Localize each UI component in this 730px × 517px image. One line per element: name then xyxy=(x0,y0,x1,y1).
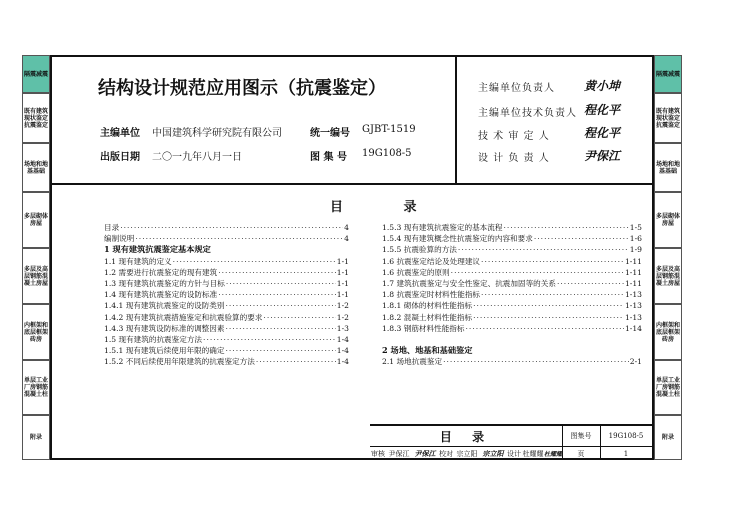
code-value: GJBT-1519 xyxy=(362,124,416,135)
review-label: 审核 xyxy=(371,449,385,458)
toc-entry-page: 1-1 xyxy=(336,290,349,300)
responsible-role-2: 主编单位技术负责人 xyxy=(478,108,577,119)
page-number: 1 xyxy=(623,449,629,458)
responsible-signature-4: 尹保江 xyxy=(584,149,621,163)
toc-leader-dots xyxy=(443,357,629,366)
atlas-value: 19G108-5 xyxy=(362,148,412,159)
left-section-tabs xyxy=(22,55,50,460)
editor-value: 中国建筑科学研究院有限公司 xyxy=(152,128,282,139)
responsible-signature-3: 程化平 xyxy=(584,126,621,140)
toc-left-column xyxy=(104,223,349,368)
toc-leader-dots xyxy=(225,346,335,355)
toc-leader-dots xyxy=(256,357,336,366)
section-tab[interactable]: 附录 xyxy=(654,415,682,460)
toc-entry[interactable] xyxy=(382,234,642,245)
toc-leader-dots xyxy=(458,245,629,254)
toc-entry[interactable] xyxy=(382,301,642,312)
section-tab[interactable]: 单层工业厂房钢筋混凝土柱 xyxy=(22,360,50,415)
section-tab[interactable]: 单层工业厂房钢筋混凝土柱 xyxy=(654,360,682,415)
toc-entry-label: 1.7 建筑抗震鉴定与安全性鉴定、抗震加固等的关系 xyxy=(382,278,556,288)
toc-entry-label: 1.2 需要进行抗震鉴定的现有建筑 xyxy=(104,267,218,277)
section-tab[interactable]: 多层砌体房屋 xyxy=(654,192,682,248)
toc-leader-dots xyxy=(473,301,624,310)
toc-entry-label: 1.8 抗震鉴定时材料性能指标 xyxy=(382,290,481,300)
toc-entry[interactable] xyxy=(104,223,349,234)
toc-entry-label: 1.4 现有建筑抗震鉴定的设防标准 xyxy=(104,290,218,300)
toc-entry-page: 1-3 xyxy=(336,323,349,333)
toc-entry[interactable] xyxy=(382,223,642,234)
section-tab[interactable]: 隔震减震 xyxy=(22,55,50,93)
toc-right-column xyxy=(382,223,642,368)
check-signature: 宗立阳 xyxy=(482,448,504,458)
page-label: 页 xyxy=(577,449,585,458)
header-divider-horizontal xyxy=(50,183,654,185)
toc-leader-dots xyxy=(135,234,343,243)
toc-entry-page: 1-6 xyxy=(629,234,642,244)
toc-entry-page: 1-1 xyxy=(336,278,349,288)
section-tab[interactable]: 既有建筑现状鉴定抗震鉴定 xyxy=(654,93,682,143)
toc-entry[interactable] xyxy=(104,279,349,290)
toc-entry-page: 1-4 xyxy=(336,346,349,356)
toc-title: 目 录 xyxy=(330,200,445,215)
toc-entry-page: 1-4 xyxy=(336,357,349,367)
section-tab[interactable]: 内框架和底层框架砖房 xyxy=(654,304,682,360)
toc-leader-dots xyxy=(263,313,335,322)
toc-leader-dots xyxy=(481,257,624,266)
toc-entry-page: 1-11 xyxy=(624,278,642,288)
toc-leader-dots xyxy=(481,290,624,299)
check-label: 校对 xyxy=(439,449,453,458)
toc-entry-page: 4 xyxy=(344,223,349,232)
toc-leader-dots xyxy=(173,257,336,266)
toc-entry-label: 2.1 场地抗震鉴定 xyxy=(382,357,443,367)
section-tab[interactable]: 多层及高层钢筋混凝土房屋 xyxy=(654,248,682,304)
toc-entry-page: 1-2 xyxy=(336,312,349,322)
section-tab[interactable]: 场地和地基基础 xyxy=(22,143,50,192)
toc-entry-page: 1-4 xyxy=(336,334,349,344)
atlas-label: 图 集 号 xyxy=(310,152,347,163)
toc-entry-label: 1.5.5 抗震验算的方法 xyxy=(382,245,457,255)
responsible-signature-2: 程化平 xyxy=(584,103,621,117)
toc-entry[interactable] xyxy=(104,257,349,268)
tb-atlas-value: 19G108-5 xyxy=(608,432,644,440)
toc-entry-page: 1-2 xyxy=(336,301,349,311)
toc-entry[interactable] xyxy=(104,245,349,256)
toc-entry[interactable] xyxy=(104,301,349,312)
toc-entry-label: 1 现有建筑抗震鉴定基本规定 xyxy=(104,244,211,255)
toc-leader-dots xyxy=(225,324,335,333)
toc-entry[interactable] xyxy=(382,357,642,368)
toc-entry[interactable] xyxy=(382,257,642,268)
review-signature: 尹保江 xyxy=(414,448,436,458)
responsible-signature-1: 黄小坤 xyxy=(584,79,621,93)
toc-entry-page: 1-13 xyxy=(624,290,642,300)
toc-entry-label: 1.5.2 不同后续使用年限建筑的抗震鉴定方法 xyxy=(104,357,255,367)
toc-entry-label: 1.8.2 混凝土材料性能指标 xyxy=(382,312,473,322)
toc-entry-label: 编制说明 xyxy=(104,234,135,244)
toc-entry-label: 目录 xyxy=(104,223,120,232)
toc-leader-dots xyxy=(557,279,624,288)
toc-entry-label: 1.1 现有建筑的定义 xyxy=(104,256,172,266)
toc-entry-label: 1.5 现有建筑的抗震鉴定方法 xyxy=(104,334,203,344)
toc-entry[interactable] xyxy=(104,290,349,301)
toc-entry[interactable] xyxy=(104,268,349,279)
section-tab[interactable]: 内框架和底层框架砖房 xyxy=(22,304,50,360)
toc-entry-label: 1.3 现有建筑抗震鉴定的方针与目标 xyxy=(104,278,225,288)
toc-entry-label: 1.5.4 现有建筑概念性抗震鉴定的内容和要求 xyxy=(382,234,533,244)
toc-entry-label: 1.6 抗震鉴定结论及处理建议 xyxy=(382,256,481,266)
toc-leader-dots xyxy=(451,268,624,277)
toc-entry-page: 1-11 xyxy=(624,267,642,277)
toc-entry-label: 1.4.3 现有建筑设防标准的调整因素 xyxy=(104,323,225,333)
toc-entry-label: 1.8.1 砌体的材料性能指标 xyxy=(382,301,473,311)
section-tab[interactable]: 隔震减震 xyxy=(654,55,682,93)
responsible-role-4: 设 计 负 责 人 xyxy=(478,153,550,164)
document-title: 结构设计规范应用图示（抗震鉴定） xyxy=(98,78,386,99)
section-tab[interactable]: 多层及高层钢筋混凝土房屋 xyxy=(22,248,50,304)
toc-leader-dots xyxy=(226,279,336,288)
tb-atlas-label: 图集号 xyxy=(570,432,592,440)
toc-entry-page: 1-5 xyxy=(629,223,642,232)
date-label: 出版日期 xyxy=(100,152,140,163)
toc-entry[interactable] xyxy=(104,346,349,357)
toc-entry-page: 2-1 xyxy=(629,357,642,367)
toc-leader-dots xyxy=(225,301,335,310)
toc-entry[interactable] xyxy=(382,346,642,357)
toc-entry[interactable] xyxy=(382,324,642,335)
toc-leader-dots xyxy=(203,335,336,344)
toc-entry-page: 1-14 xyxy=(624,323,642,333)
title-block xyxy=(370,424,654,460)
toc-leader-dots xyxy=(218,268,336,277)
date-value: 二〇一九年八月一日 xyxy=(152,152,242,163)
toc-entry[interactable] xyxy=(382,279,642,290)
review-name: 尹保江 xyxy=(388,449,410,458)
responsible-role-3: 技 术 审 定 人 xyxy=(478,131,550,142)
design-label: 设计 xyxy=(507,449,521,458)
check-name: 宗立阳 xyxy=(456,449,478,458)
toc-entry-page: 1-1 xyxy=(336,256,349,266)
design-signature: 杜耀耀 xyxy=(544,451,563,458)
toc-entry-page: 1-13 xyxy=(624,312,642,322)
toc-entry-page: 1-13 xyxy=(624,301,642,311)
toc-leader-dots xyxy=(466,324,624,333)
right-section-tabs xyxy=(654,55,682,460)
toc-entry[interactable] xyxy=(104,313,349,324)
toc-entry-label: 1.6 抗震鉴定的原则 xyxy=(382,267,450,277)
toc-leader-dots xyxy=(120,223,343,232)
toc-entry[interactable] xyxy=(104,324,349,335)
code-label: 统一编号 xyxy=(310,128,350,139)
toc-entry[interactable] xyxy=(104,357,349,368)
design-name: 杜耀耀 xyxy=(522,449,544,458)
toc-entry-page: 1-11 xyxy=(624,256,642,266)
toc-entry-label: 1.5.1 现有建筑后续使用年限的确定 xyxy=(104,346,225,356)
section-tab[interactable]: 既有建筑现状鉴定抗震鉴定 xyxy=(22,93,50,143)
toc-entry-label: 2 场地、地基和基础鉴定 xyxy=(382,345,473,356)
header-divider-vertical xyxy=(455,55,457,184)
section-tab[interactable]: 附录 xyxy=(22,415,50,460)
toc-entry[interactable] xyxy=(382,313,642,324)
toc-entry-label: 1.8.3 钢筋材料性能指标 xyxy=(382,323,465,333)
toc-leader-dots xyxy=(218,290,336,299)
toc-entry-label: 1.4.2 现有建筑抗震措施鉴定和抗震验算的要求 xyxy=(104,312,263,322)
toc-entry-label: 1.5.3 现有建筑抗震鉴定的基本流程 xyxy=(382,223,503,232)
toc-leader-dots xyxy=(503,223,628,232)
toc-entry[interactable] xyxy=(382,268,642,279)
toc-leader-dots xyxy=(473,313,624,322)
toc-entry[interactable] xyxy=(104,335,349,346)
toc-entry-page: 4 xyxy=(344,234,349,244)
sheet-title: 目 录 xyxy=(439,429,493,444)
toc-leader-dots xyxy=(534,234,629,243)
toc-entry[interactable] xyxy=(382,245,642,256)
toc-entry[interactable] xyxy=(382,290,642,301)
responsible-role-1: 主编单位负责人 xyxy=(478,83,555,94)
section-tab[interactable]: 场地和地基基础 xyxy=(654,143,682,192)
toc-entry-page: 1-9 xyxy=(629,245,642,255)
editor-label: 主编单位 xyxy=(100,128,140,139)
section-tab[interactable]: 多层砌体房屋 xyxy=(22,192,50,248)
toc-entry-label: 1.4.1 现有建筑抗震鉴定的设防类别 xyxy=(104,301,225,311)
toc-entry-page: 1-1 xyxy=(336,267,349,277)
